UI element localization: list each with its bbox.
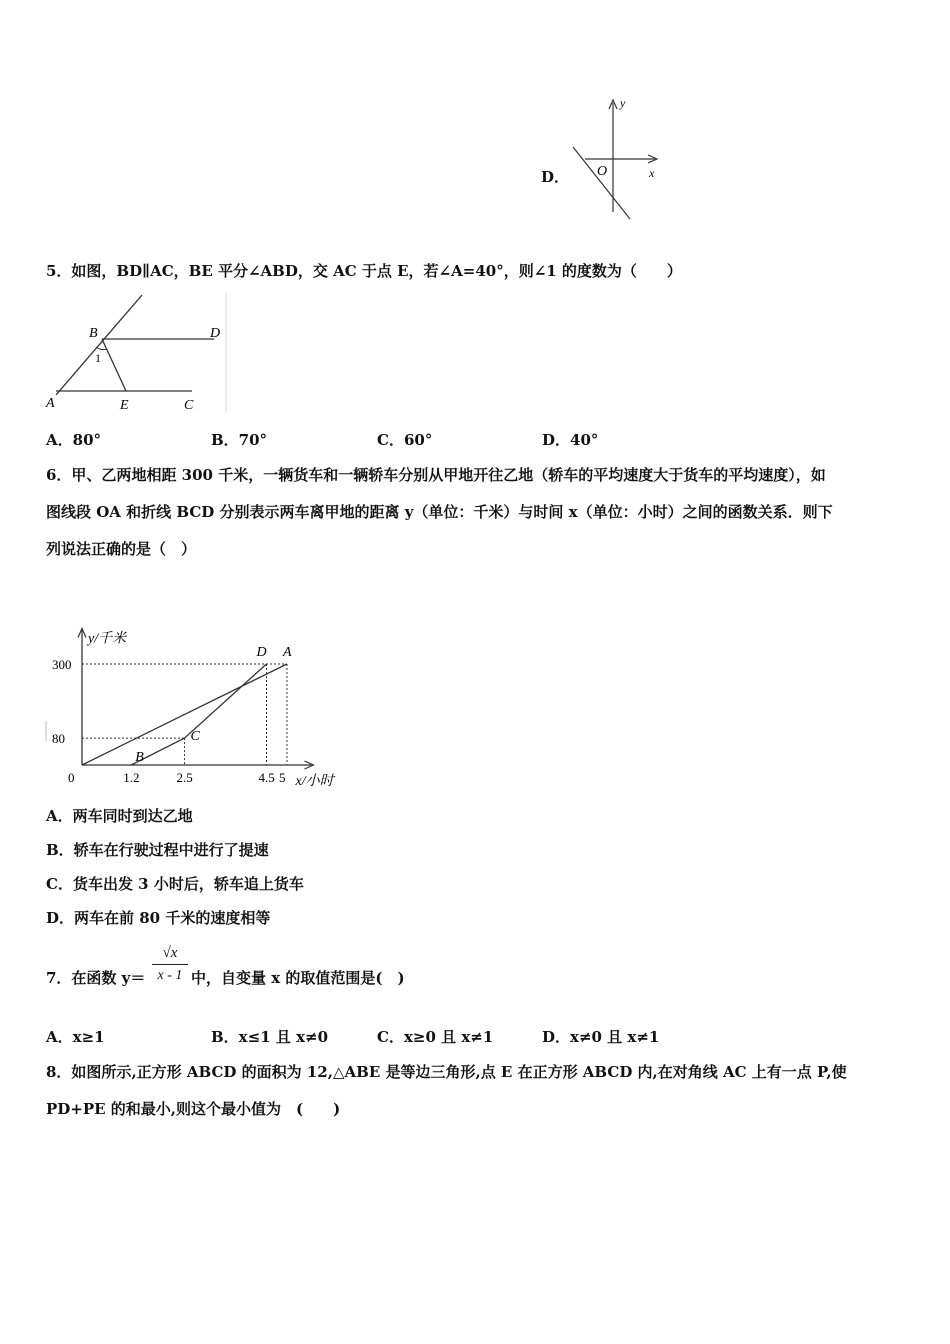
point-label-b: B [135,750,144,765]
q7-stem-prefix: 7．在函数 y＝ [46,969,146,987]
q8-stem-line2: PD+PE 的和最小,则这个最小值为 ( ) [46,1100,341,1118]
y-axis-label: y/千米 [88,631,127,647]
q5-label-a: A [46,396,55,411]
q6-chart-marks [52,629,336,789]
q7-denominator: x - 1 [157,968,183,983]
q5-label-c: C [184,398,194,413]
q5-line-ab [56,295,142,395]
q5-label-d: D [210,326,221,341]
q6-option-a: A．两车同时到达乙地 [46,807,193,825]
q4-y-label: y [620,96,626,110]
point-label-a: A [283,645,292,660]
q6-stem-line3: 列说法正确的是（ ） [46,540,197,558]
q4-x-label: x [649,166,655,180]
q7-fraction [150,942,190,987]
x-axis-label: x/小时 [295,774,334,789]
q5-figure [44,293,230,415]
series-oa [82,664,287,765]
q4-line [573,147,630,219]
q4-option-d-figure [565,95,665,225]
q5-line-be [102,339,126,391]
series-bcd [131,664,266,765]
q6-option-d: D．两车在前 80 千米的速度相等 [46,909,271,927]
q5-label-e: E [120,398,129,413]
y-tick-label-1: 300 [52,657,72,672]
q6-option-c: C．货车出发 3 小时后，轿车追上货车 [46,875,304,893]
q6-stem-line2: 图线段 OA 和折线 BCD 分别表示两车离甲地的距离 y（单位：千米）与时间 x（单位：小时）之间的函数关系．则下 [46,503,833,521]
q5-label-b: B [89,326,98,341]
q6-stem-line1: 6．甲、乙两地相距 300 千米，一辆货车和一辆轿车分别从甲地开往乙地（轿车的平均速度大于货车的平均速度），如 [46,466,826,484]
q7-option-a: A．x≥1 [46,1028,105,1046]
q7-option-c: C．x≥0 且 x≠1 [377,1028,494,1046]
q7-numerator: √x [162,945,178,961]
q5-option-c: C．60° [377,431,433,449]
q6-option-b: B．轿车在行驶过程中进行了提速 [46,841,269,859]
point-label-c: C [190,729,200,745]
q8-stem-line1: 8．如图所示,正方形 ABCD 的面积为 12,△ABE 是等边三角形,点 E 在正方形 ABCD 内,在对角线 AC 上有一点 P,使 [46,1063,847,1081]
y-tick-label-0: 80 [52,731,65,747]
q5-label-1: 1 [95,351,101,365]
point-label-d: D [256,645,267,660]
q5-option-a: A．80° [46,431,102,449]
x-tick-label-3: 4.5 [258,770,275,785]
q5-option-d: D．40° [542,431,599,449]
q4-option-d-label: D． [541,168,570,186]
q5-option-b: B．70° [211,431,268,449]
q4-origin-label: O [597,164,608,179]
x-tick-label-0: 0 [68,770,75,785]
x-tick-label-2: 2.5 [176,770,193,785]
x-tick-label-1: 1.2 [123,770,140,785]
q5-stem: 5．如图，BD∥AC，BE 平分∠ABD，交 AC 于点 E，若∠A=40°，则∠1 的度数为（ ） [46,262,682,280]
q7-stem-suffix: 中，自变量 x 的取值范围是( ) [191,969,405,987]
q7-option-b: B．x≤1 且 x≠0 [211,1028,329,1046]
x-tick-label-4: 5 [279,770,286,785]
q6-chart [40,575,334,790]
q7-option-d: D．x≠0 且 x≠1 [542,1028,660,1046]
